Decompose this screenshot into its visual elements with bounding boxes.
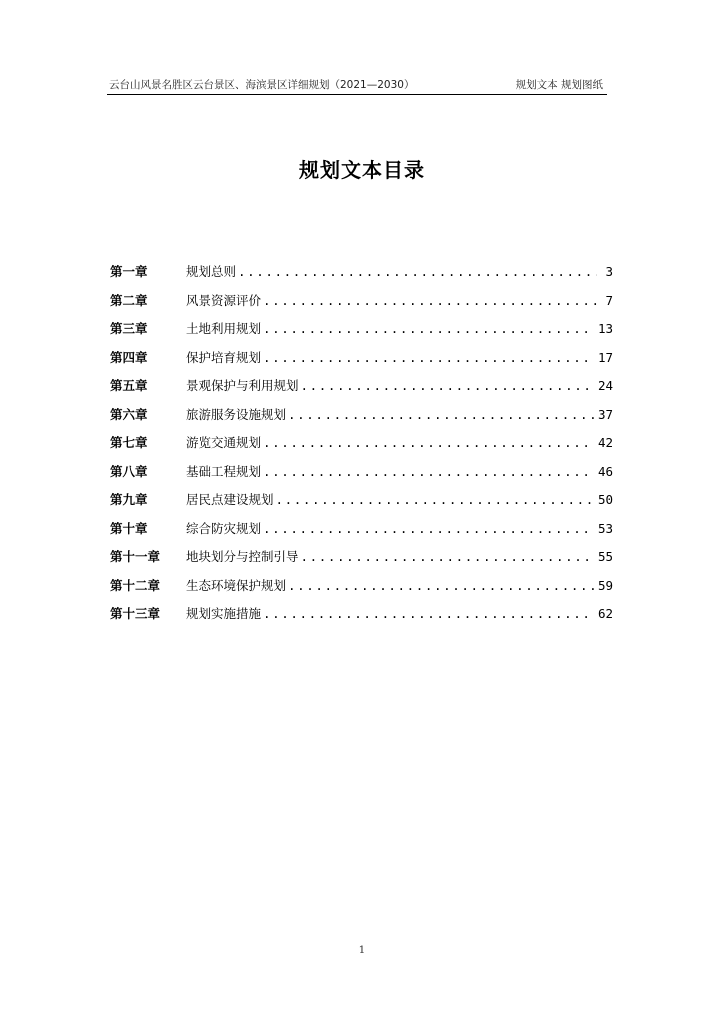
toc-page: 13 <box>597 321 613 337</box>
toc-page: 59 <box>597 577 613 593</box>
header-document-title: 云台山风景名胜区云台景区、海滨景区详细规划（2021—2030） <box>109 79 415 91</box>
toc-page: 37 <box>597 406 613 422</box>
toc-entry[interactable] <box>110 287 613 316</box>
toc-page: 46 <box>597 463 613 479</box>
toc-leader <box>301 378 594 394</box>
toc-chapter: 第四章 <box>110 349 148 365</box>
toc-entry[interactable] <box>110 258 613 287</box>
toc-chapter: 第五章 <box>110 378 148 394</box>
toc-title: 基础工程规划 <box>186 463 262 479</box>
header-section-label: 规划文本 规划图纸 <box>515 79 603 91</box>
toc-entry[interactable] <box>110 600 613 629</box>
toc-chapter: 第十二章 <box>110 577 161 593</box>
toc-chapter: 第十一章 <box>110 549 161 565</box>
toc-page: 7 <box>605 292 613 308</box>
toc-entry[interactable] <box>110 401 613 430</box>
page-header <box>107 78 607 95</box>
toc-page: 17 <box>597 349 613 365</box>
toc-title: 景观保护与利用规划 <box>186 378 299 394</box>
toc-title: 土地利用规划 <box>186 321 262 337</box>
page-number: 1 <box>358 944 366 956</box>
toc-leader <box>263 293 597 309</box>
toc-chapter: 第二章 <box>110 292 148 308</box>
toc-entry[interactable] <box>110 344 613 373</box>
toc-leader <box>263 350 594 366</box>
toc-title: 生态环境保护规划 <box>186 577 287 593</box>
toc-entry[interactable] <box>110 572 613 601</box>
page-title: 规划文本目录 <box>299 158 425 182</box>
toc-entry[interactable] <box>110 543 613 572</box>
toc-title: 居民点建设规划 <box>186 492 274 508</box>
toc-page: 53 <box>597 520 613 536</box>
toc-page: 42 <box>597 435 613 451</box>
toc-title: 综合防灾规划 <box>186 520 262 536</box>
toc-page: 24 <box>597 378 613 394</box>
toc-title: 规划实施措施 <box>186 606 262 622</box>
toc-title: 风景资源评价 <box>186 292 262 308</box>
toc-chapter: 第三章 <box>110 321 148 337</box>
toc-title: 地块划分与控制引导 <box>186 549 299 565</box>
toc-page: 3 <box>605 264 613 280</box>
toc-chapter: 第一章 <box>110 264 148 280</box>
toc-leader <box>263 606 594 622</box>
toc-page: 50 <box>597 492 613 508</box>
toc-leader <box>288 578 594 594</box>
toc-title: 旅游服务设施规划 <box>186 406 287 422</box>
toc-entry[interactable] <box>110 315 613 344</box>
toc-leader <box>301 549 594 565</box>
table-of-contents <box>110 258 613 629</box>
toc-leader <box>263 435 594 451</box>
toc-entry[interactable] <box>110 429 613 458</box>
toc-title: 保护培育规划 <box>186 349 262 365</box>
toc-chapter: 第十章 <box>110 520 148 536</box>
toc-title: 游览交通规划 <box>186 435 262 451</box>
toc-leader <box>263 321 594 337</box>
toc-chapter: 第九章 <box>110 492 148 508</box>
toc-chapter: 第七章 <box>110 435 148 451</box>
toc-leader <box>263 464 594 480</box>
toc-chapter: 第十三章 <box>110 606 161 622</box>
toc-page: 55 <box>597 549 613 565</box>
toc-chapter: 第八章 <box>110 463 148 479</box>
toc-leader <box>263 521 594 537</box>
toc-entry[interactable] <box>110 458 613 487</box>
toc-page: 62 <box>597 606 613 622</box>
toc-leader <box>276 492 594 508</box>
toc-entry[interactable] <box>110 486 613 515</box>
toc-leader <box>238 264 597 280</box>
toc-entry[interactable] <box>110 372 613 401</box>
toc-chapter: 第六章 <box>110 406 148 422</box>
toc-entry[interactable] <box>110 515 613 544</box>
toc-title: 规划总则 <box>186 264 237 280</box>
toc-leader <box>288 407 594 423</box>
